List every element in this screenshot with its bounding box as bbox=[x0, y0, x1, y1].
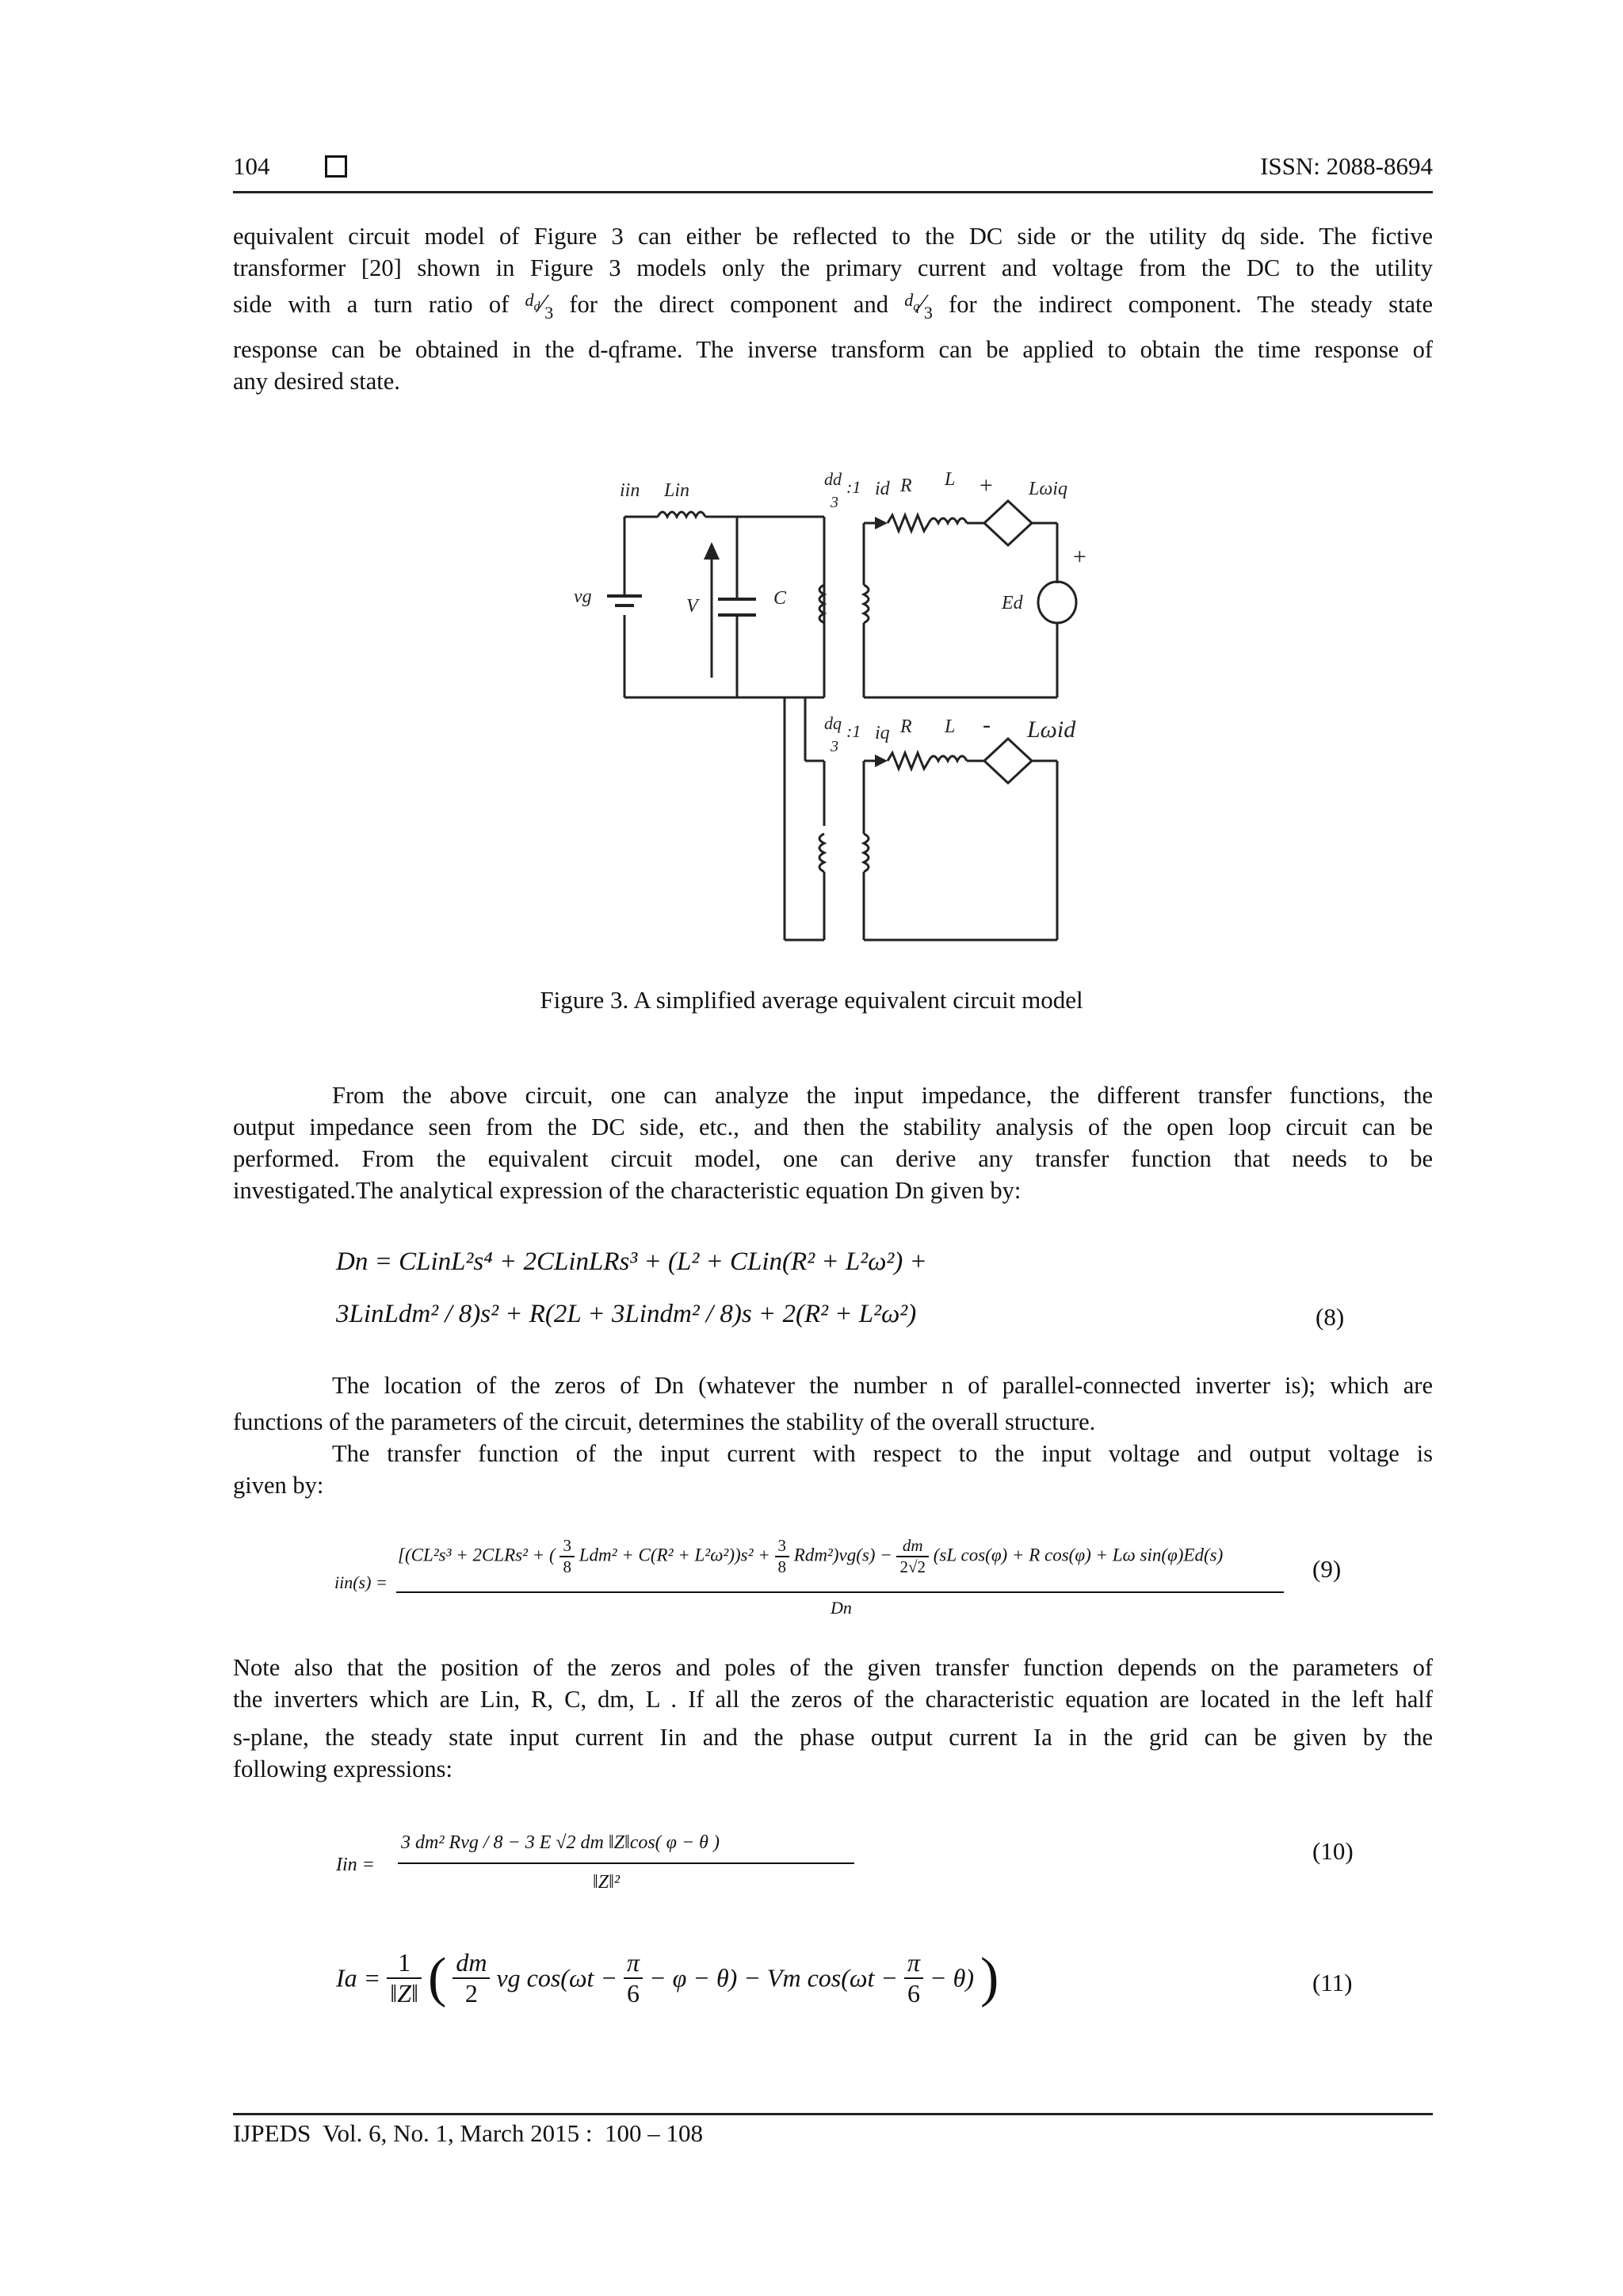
direct-component-text: for the direct component and bbox=[569, 291, 888, 318]
p4-line-3: s-plane, the steady state input current Iin and the phase output current Ia in the grid can be given by the bbox=[233, 1724, 1433, 1751]
eq9-frac1-num: 3 bbox=[563, 1536, 571, 1555]
eq10-denominator: ‖Z‖² bbox=[593, 1872, 621, 1893]
label-v: V bbox=[686, 596, 698, 617]
p3-line-1: The location of the zeros of Dn (whatever the number n of parallel-connected inverter is); which are bbox=[332, 1372, 1433, 1399]
square-icon bbox=[325, 155, 347, 178]
intro-line-3: side with a turn ratio of $^{d_d}⁄_3$ for the direct component and $^{d_q}⁄_3$ for the indirect component. The steady state bbox=[233, 289, 1434, 323]
eq11-frac3-num: π bbox=[627, 1948, 640, 1977]
label-dq: dq bbox=[824, 713, 842, 733]
p3-line-4: given by: bbox=[233, 1472, 324, 1499]
paragraph-2 bbox=[233, 1079, 1433, 1206]
label-lwiq: Lωiq bbox=[1029, 479, 1067, 499]
header-rule bbox=[233, 191, 1433, 193]
p4-line-4: following expressions: bbox=[233, 1755, 453, 1782]
paragraph-3 bbox=[233, 1370, 1433, 1501]
inductor-l-q bbox=[929, 756, 967, 761]
eq9-fraction-bar bbox=[396, 1591, 1284, 1593]
eq8-line-1: Dn = CLinL²s⁴ + 2CLinLRs³ + (L² + CLin(R² + L²ω²) + bbox=[336, 1247, 927, 1276]
eq10-fraction-bar bbox=[398, 1862, 854, 1864]
eq8-number: (8) bbox=[1316, 1303, 1345, 1331]
eq10-number: (10) bbox=[1312, 1837, 1354, 1865]
eq11-mid-2: − φ − θ) − Vm cos(ωt − bbox=[649, 1963, 898, 1992]
eq11-frac2-num: dm bbox=[456, 1948, 487, 1977]
transformer-q-secondary bbox=[864, 834, 869, 872]
label-ed: Ed bbox=[1002, 593, 1023, 613]
eq9-num-d: (sL cos(φ) + R cos(φ) + Lω sin(φ)Ed(s) bbox=[933, 1545, 1224, 1565]
circuit-diagram bbox=[555, 460, 1094, 951]
transformer-d-secondary bbox=[864, 585, 869, 623]
label-vg: vg bbox=[574, 586, 592, 607]
p2-line-2: output impedance seen from the DC side, etc., and then the stability analysis of the open loop circuit can be bbox=[233, 1114, 1433, 1140]
eq9-num-a: [(CL²s³ + 2CLRs² + ( bbox=[398, 1545, 556, 1565]
label-minus-q: - bbox=[983, 712, 991, 738]
eq9-frac2-num: 3 bbox=[777, 1536, 787, 1555]
label-id: id bbox=[875, 479, 890, 499]
arrow-right-icon bbox=[875, 517, 888, 529]
label-three-q: 3 bbox=[831, 738, 838, 755]
p2-line-1: From the above circuit, one can analyze the input impedance, the different transfer functions, the bbox=[332, 1082, 1433, 1109]
eq11-frac1-den: ‖Z‖ bbox=[387, 1977, 422, 2008]
eq8-line-2: 3LinLdm² / 8)s² + R(2L + 3Lindm² / 8)s + 2(R² + L²ω²) bbox=[336, 1300, 917, 1328]
eq10-numerator: 3 dm² Rvg / 8 − 3 E √2 dm ‖Z‖cos( φ − θ ) bbox=[401, 1832, 720, 1853]
eq9-number: (9) bbox=[1312, 1555, 1342, 1583]
intro-line-4: response can be obtained in the d-qframe. The inverse transform can be applied to obtain the time response of bbox=[233, 336, 1433, 364]
label-plus-ed: + bbox=[1071, 544, 1088, 570]
label-r-q: R bbox=[900, 716, 912, 737]
eq9-frac3-den: 2√2 bbox=[896, 1556, 929, 1577]
eq9-lhs: iin(s) = bbox=[334, 1572, 388, 1592]
p3-line-2: functions of the parameters of the circuit, determines the stability of the overall structure. bbox=[233, 1408, 1096, 1435]
eq9-num-c: Rdm²)vg(s) − bbox=[793, 1545, 892, 1565]
p4-line-1: Note also that the position of the zeros and poles of the given transfer function depends on the parameters of bbox=[233, 1654, 1433, 1681]
label-c: C bbox=[773, 588, 787, 609]
eq9-numerator bbox=[398, 1536, 1285, 1577]
dependent-source-d bbox=[984, 501, 1032, 545]
eq11-mid-1: vg cos(ωt − bbox=[496, 1963, 618, 1992]
eq11-frac1-num: 1 bbox=[398, 1948, 411, 1977]
eq11-frac3-den: 6 bbox=[624, 1977, 643, 2008]
footer-rule bbox=[233, 2113, 1433, 2115]
eq9-denominator: Dn bbox=[831, 1598, 852, 1618]
eq10-lhs: Iin = bbox=[336, 1855, 375, 1875]
intro-line-5: any desired state. bbox=[233, 368, 400, 395]
eq9-frac1-den: 8 bbox=[559, 1556, 575, 1577]
p2-line-3: performed. From the equivalent circuit model, one can derive any transfer function that needs to be bbox=[233, 1145, 1433, 1172]
label-ratio-d: :1 bbox=[846, 477, 861, 497]
label-l-q: L bbox=[945, 716, 956, 737]
resistor-r-q bbox=[888, 753, 929, 769]
eq11-number: (11) bbox=[1312, 1969, 1353, 1996]
arrow-up-icon bbox=[704, 542, 720, 560]
label-iq: iq bbox=[875, 723, 890, 743]
eq11-mid-3: − θ) bbox=[930, 1963, 974, 1992]
p3-line-3: The transfer function of the input current with respect to the input voltage and output voltage is bbox=[332, 1440, 1433, 1467]
footer-citation: IJPEDS Vol. 6, No. 1, March 2015 : 100 – 108 bbox=[233, 2119, 704, 2147]
label-three-d: 3 bbox=[831, 494, 838, 511]
p4-line-2: the inverters which are Lin, R, C, dm, L . If all the zeros of the characteristic equation are located in the left half bbox=[233, 1686, 1433, 1713]
eq11-lhs: Ia = bbox=[336, 1963, 381, 1992]
source-ed bbox=[1038, 582, 1076, 623]
label-plus-d: + bbox=[978, 472, 995, 499]
dependent-source-q bbox=[984, 739, 1032, 783]
label-iin: iin bbox=[620, 480, 640, 501]
eq9-num-b: Ldm² + C(R² + L²ω²))s² + bbox=[579, 1545, 770, 1565]
label-r-d: R bbox=[900, 476, 912, 496]
label-ratio-q: :1 bbox=[846, 721, 861, 741]
label-l-d: L bbox=[945, 469, 956, 490]
page-number: 104 bbox=[233, 152, 270, 180]
transformer-q-primary bbox=[819, 834, 824, 872]
resistor-r-d bbox=[888, 515, 929, 531]
label-lin: Lin bbox=[664, 480, 690, 501]
paragraph-4 bbox=[233, 1652, 1433, 1785]
eq11-frac4-num: π bbox=[907, 1948, 920, 1977]
inductor-l-d bbox=[929, 518, 967, 523]
indirect-component-text: for the indirect component. The steady state bbox=[949, 291, 1434, 318]
label-dd: dd bbox=[824, 469, 842, 489]
intro-line-2: transformer [20] shown in Figure 3 models only the primary current and voltage from the DC to the utility bbox=[233, 254, 1433, 281]
arrow-right-icon bbox=[875, 755, 888, 767]
intro-paragraph bbox=[233, 220, 1433, 397]
label-lwid: Lωid bbox=[1027, 716, 1076, 743]
turn-ratio-text: side with a turn ratio of bbox=[233, 291, 510, 318]
inductor-lin bbox=[658, 512, 705, 517]
eq11: Ia = $\frac{1}{‖Z‖}$ ( $\frac{dm}{2}$ vg cos(ωt − $\frac{\pi}{6}$ − φ − θ) − Vm cos(ωt − $\frac{\pi}{6}$ − θ) ) bbox=[336, 1947, 999, 2008]
figure-caption: Figure 3. A simplified average equivalent circuit model bbox=[540, 986, 1083, 1014]
eq11-frac4-den: 6 bbox=[904, 1977, 923, 2008]
eq9-frac3-num: dm bbox=[902, 1536, 923, 1555]
eq11-frac2-den: 2 bbox=[453, 1977, 490, 2008]
issn: ISSN: 2088-8694 bbox=[1260, 152, 1433, 180]
input-loop bbox=[607, 512, 824, 697]
eq9-frac2-den: 8 bbox=[775, 1556, 790, 1577]
intro-line-1: equivalent circuit model of Figure 3 can either be reflected to the DC side or the utility dq side. The fictive bbox=[233, 223, 1433, 250]
p2-line-4: investigated.The analytical expression of the characteristic equation Dn given by: bbox=[233, 1177, 1022, 1204]
